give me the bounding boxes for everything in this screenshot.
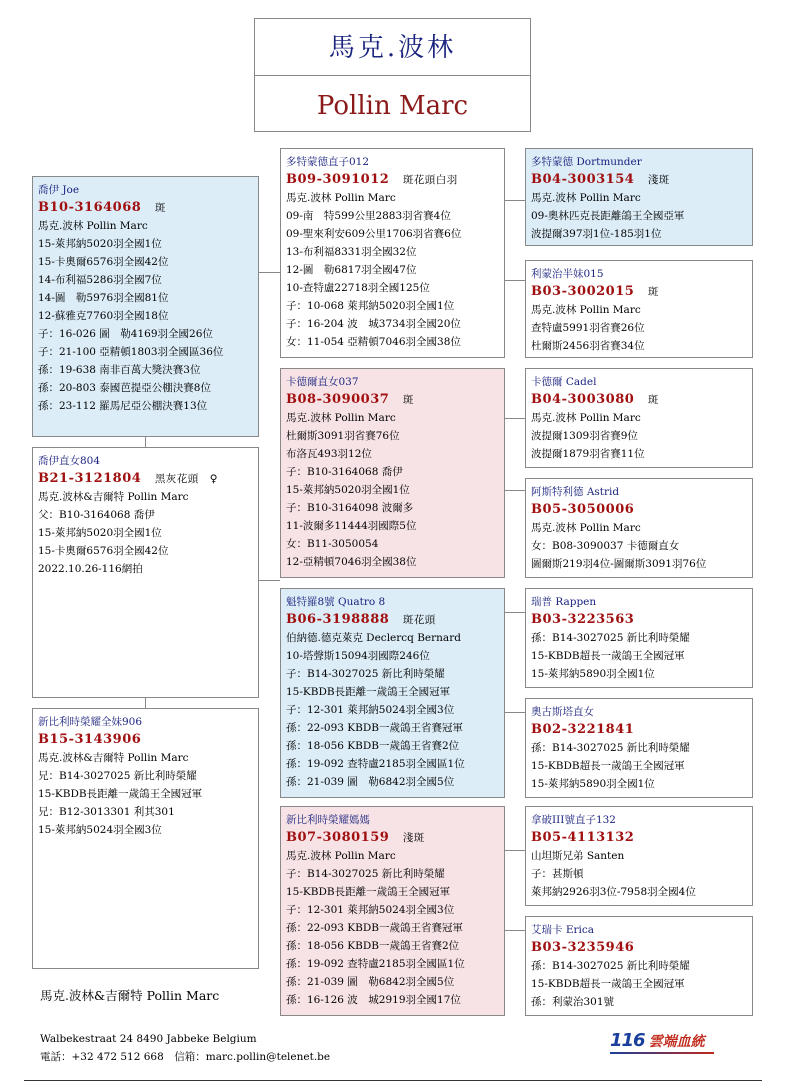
ring-number-row <box>531 939 747 957</box>
pedigree-card-g6 <box>525 698 753 798</box>
detail-line: 子：甚斯頓 <box>531 868 584 880</box>
ring-number: B03-3223563 <box>531 612 635 627</box>
detail-line: 馬克.波林 Pollin Marc <box>286 850 396 862</box>
detail-line: 波提爾1879羽省賽11位 <box>531 448 645 460</box>
pigeon-name: 喬伊直女804 <box>38 455 101 467</box>
ring-number: B10-3164068 <box>38 200 142 215</box>
detail-line: 子：12-301 萊邦納5024羽全國3位 <box>286 904 455 916</box>
pedigree-card-g2 <box>525 260 753 358</box>
detail-line: 子：10-068 萊邦納5020羽全國1位 <box>286 300 455 312</box>
detail-line: 孫：19-092 查特盧2185羽全國區1位 <box>286 758 465 770</box>
pedigree-card-g5 <box>525 588 753 688</box>
detail-line: 15-KBDB超長一歲鴿王全國冠軍 <box>531 650 685 662</box>
detail-line: 孫：22-093 KBDB一歲鴿王省賽冠軍 <box>286 922 463 934</box>
ring-number-row <box>38 731 253 749</box>
ring-number: B04-3003080 <box>531 392 635 407</box>
pedigree-card-g8 <box>525 916 753 1016</box>
owner-line: 馬克.波林&吉爾特 Pollin Marc <box>40 988 220 1003</box>
connector <box>145 698 146 708</box>
detail-line: 15-萊邦納5890羽全國1位 <box>531 668 655 680</box>
pigeon-name: 奧古斯塔直女 <box>531 706 594 718</box>
pedigree-card-dam <box>32 447 259 698</box>
detail-line: 孫：23-112 羅馬尼亞公棚決賽13位 <box>38 400 208 412</box>
detail-line: 馬克.波林 Pollin Marc <box>531 522 641 534</box>
detail-line: 馬克.波林 Pollin Marc <box>531 304 641 316</box>
detail-line: 馬克.波林 Pollin Marc <box>286 412 396 424</box>
detail-line: 14-圖 勒5976羽全國81位 <box>38 292 169 304</box>
detail-line: 15-KBDB長距離一歲鴿王全國冠軍 <box>286 686 451 698</box>
pigeon-name: 卡德爾直女037 <box>286 376 359 388</box>
detail-line: 山坦斯兄弟 Santen <box>531 850 625 862</box>
pigeon-color: 斑 <box>647 394 659 406</box>
detail-line: 馬克.波林 Pollin Marc <box>531 192 641 204</box>
detail-line: 15-卡奧爾6576羽全國42位 <box>38 545 169 557</box>
connector <box>505 712 525 713</box>
pigeon-name: 艾瑞卡 Erica <box>531 924 595 936</box>
ring-number-row <box>531 501 747 519</box>
detail-line: 孫：B14-3027025 新比利時榮耀 <box>531 960 690 972</box>
connector <box>505 850 525 851</box>
pigeon-name: 喬伊 Joe <box>38 184 80 196</box>
ring-number: B08-3090037 <box>286 392 390 407</box>
detail-line: 孫：B14-3027025 新比利時榮耀 <box>531 742 690 754</box>
pigeon-name: 阿斯特利德 Astrid <box>531 486 620 498</box>
detail-line: 15-萊邦納5020羽全國1位 <box>38 238 162 250</box>
detail-line: 馬克.波林&吉爾特 Pollin Marc <box>38 491 189 503</box>
connector <box>505 612 525 613</box>
detail-line: 子：16-026 圖 勒4169羽全國26位 <box>38 328 213 340</box>
detail-line: 孫：16-126 波 城2919羽全國17位 <box>286 994 461 1006</box>
ring-number-row <box>531 611 747 629</box>
detail-line: 10-查特盧22718羽全國125位 <box>286 282 430 294</box>
logo-text: 雲端血統 <box>648 1034 705 1050</box>
detail-line: 15-KBDB超長一歲鴿王全國冠軍 <box>531 978 685 990</box>
detail-line: 09-南 特599公里2883羽省賽4位 <box>286 210 451 222</box>
detail-line: 波提爾397羽1位-185羽1位 <box>531 228 662 240</box>
detail-line: 父：B10-3164068 喬伊 <box>38 509 155 521</box>
owner-name-cn: 馬克.波林 <box>255 19 530 76</box>
detail-line: 查特盧5991羽省賽26位 <box>531 322 645 334</box>
logo-number: 116 <box>610 1030 645 1051</box>
ring-number-row <box>286 391 499 409</box>
detail-line: 馬克.波林 Pollin Marc <box>38 220 148 232</box>
detail-line: 15-KBDB長距離一歲鴿王全國冠軍 <box>286 886 451 898</box>
pedigree-card-sibling <box>32 708 259 969</box>
detail-line: 女：11-054 亞精頓7046羽全國38位 <box>286 336 461 348</box>
detail-line: 子：B14-3027025 新比利時榮耀 <box>286 868 445 880</box>
ring-number-row <box>531 829 747 847</box>
site-logo <box>610 1030 714 1056</box>
detail-line: 杜爾斯2456羽省賽34位 <box>531 340 645 352</box>
ring-number-row <box>286 611 499 629</box>
ring-number-row <box>531 283 747 301</box>
detail-line: 12-圖 勒6817羽全國47位 <box>286 264 417 276</box>
pedigree-card-dam-sire <box>280 588 505 798</box>
detail-line: 10-塔聲斯15094羽國際246位 <box>286 650 430 662</box>
connector <box>505 200 525 201</box>
detail-line: 12-亞精頓7046羽全國38位 <box>286 556 417 568</box>
pedigree-card-g1 <box>525 148 753 246</box>
pigeon-color: 斑 <box>647 286 659 298</box>
pigeon-color: 黑灰花頭 ♀ <box>154 473 218 485</box>
connector <box>258 272 280 273</box>
pigeon-name: 新比利時榮耀媽媽 <box>286 814 370 826</box>
ring-number: B05-4113132 <box>531 830 635 845</box>
detail-line: 子：21-100 亞精頓1803羽全國區36位 <box>38 346 224 358</box>
ring-number-row <box>286 829 499 847</box>
pigeon-name: 利蒙治半妹015 <box>531 268 604 280</box>
ring-number-row <box>286 171 499 189</box>
detail-line: 孫：18-056 KBDB一歲鴿王省賽2位 <box>286 740 460 752</box>
detail-line: 子：B10-3164098 波爾多 <box>286 502 414 514</box>
connector <box>505 418 525 419</box>
pedigree-card-g4 <box>525 478 753 578</box>
ring-number-row <box>531 391 747 409</box>
pigeon-name: 卡德爾 Cadel <box>531 376 597 388</box>
detail-line: 15-萊邦納5890羽全國1位 <box>531 778 655 790</box>
detail-line: 孫：18-056 KBDB一歲鴿王省賽2位 <box>286 940 460 952</box>
connector <box>145 437 146 447</box>
detail-line: 子：B14-3027025 新比利時榮耀 <box>286 668 445 680</box>
pigeon-name: 新比利時榮耀全妹906 <box>38 716 143 728</box>
connector <box>505 930 525 931</box>
pedigree-card-sire-dam <box>280 368 505 578</box>
detail-line: 孫：21-039 圖 勒6842羽全國5位 <box>286 776 455 788</box>
detail-line: 孫：利蒙治301號 <box>531 996 615 1008</box>
detail-line: 子：B10-3164068 喬伊 <box>286 466 403 478</box>
ring-number: B03-3235946 <box>531 940 635 955</box>
ring-number: B04-3003154 <box>531 172 635 187</box>
pedigree-card-subject <box>32 176 259 437</box>
detail-line: 孫：19-092 查特盧2185羽全國區1位 <box>286 958 465 970</box>
ring-number: B09-3091012 <box>286 172 390 187</box>
detail-line: 布洛瓦493羽12位 <box>286 448 372 460</box>
detail-line: 圖爾斯219羽4位-圖爾斯3091羽76位 <box>531 558 707 570</box>
ring-number-row <box>38 470 253 488</box>
pigeon-color: 斑花頭白羽 <box>402 174 458 186</box>
detail-line: 11-波爾多11444羽國際5位 <box>286 520 417 532</box>
detail-line: 伯納德.德克萊克 Declercq Bernard <box>286 632 461 644</box>
detail-line: 兄：B14-3027025 新比利時榮耀 <box>38 770 197 782</box>
detail-line: 2022.10.26-116網拍 <box>38 563 143 575</box>
ring-number: B05-3050006 <box>531 502 635 517</box>
detail-line: 13-布利福8331羽全國32位 <box>286 246 417 258</box>
pigeon-color: 斑 <box>154 202 166 214</box>
ring-number: B21-3121804 <box>38 471 142 486</box>
pedigree-card-g7 <box>525 806 753 906</box>
detail-line: 孫：20-803 泰國芭提亞公棚決賽8位 <box>38 382 211 394</box>
detail-line: 15-萊邦納5020羽全國1位 <box>286 484 410 496</box>
ring-number: B03-3002015 <box>531 284 635 299</box>
detail-line: 馬克.波林 Pollin Marc <box>286 192 396 204</box>
detail-line: 孫：B14-3027025 新比利時榮耀 <box>531 632 690 644</box>
pedigree-card-dam-dam <box>280 806 505 1016</box>
pedigree-card-sire-sire <box>280 148 505 358</box>
detail-line: 孫：22-093 KBDB一歲鴿王省賽冠軍 <box>286 722 463 734</box>
detail-line: 萊邦納2926羽3位-7958羽全國4位 <box>531 886 696 898</box>
pedigree-card-g3 <box>525 368 753 468</box>
ring-number: B02-3221841 <box>531 722 635 737</box>
detail-line: 15-萊邦納5024羽全國3位 <box>38 824 162 836</box>
detail-line: 女：B11-3050054 <box>286 538 379 550</box>
detail-line: 12-蘇雅克7760羽全國18位 <box>38 310 169 322</box>
connector <box>505 280 525 281</box>
pigeon-name: 魁特羅8號 Quatro 8 <box>286 596 386 608</box>
detail-line: 09-聖來利安609公里1706羽省賽6位 <box>286 228 462 240</box>
detail-line: 15-萊邦納5020羽全國1位 <box>38 527 162 539</box>
detail-line: 15-KBDB長距離一歲鴿王全國冠軍 <box>38 788 203 800</box>
pigeon-name: 多特蒙德直子012 <box>286 156 370 168</box>
detail-line: 馬克.波林&吉爾特 Pollin Marc <box>38 752 189 764</box>
detail-line: 孫：21-039 圖 勒6842羽全國5位 <box>286 976 455 988</box>
detail-line: 14-布利福5286羽全國7位 <box>38 274 162 286</box>
detail-line: 杜爾斯3091羽省賽76位 <box>286 430 400 442</box>
pigeon-name: 瑞普 Rappen <box>531 596 597 608</box>
footer-contact: 電話：+32 472 512 668 信箱：marc.pollin@telenet.be <box>40 1051 331 1063</box>
pigeon-name: 多特蒙德 Dortmunder <box>531 156 642 168</box>
pigeon-color: 斑 <box>402 394 414 406</box>
title-box <box>254 18 531 132</box>
ring-number: B15-3143906 <box>38 732 142 747</box>
ring-number-row <box>531 721 747 739</box>
detail-line: 兄：B12-3013301 利其301 <box>38 806 175 818</box>
connector <box>505 490 525 491</box>
ring-number-row <box>38 199 253 217</box>
detail-line: 15-KBDB超長一歲鴿王全國冠軍 <box>531 760 685 772</box>
owner-name-en: Pollin Marc <box>316 91 469 121</box>
pigeon-color: 淺斑 <box>647 174 670 186</box>
detail-line: 子：16-204 波 城3734羽全國20位 <box>286 318 461 330</box>
logo-underline <box>610 1052 714 1054</box>
pigeon-color: 淺斑 <box>402 832 425 844</box>
ring-number-row <box>531 171 747 189</box>
detail-line: 子：12-301 萊邦納5024羽全國3位 <box>286 704 455 716</box>
connector <box>258 580 280 581</box>
detail-line: 15-卡奧爾6576羽全國42位 <box>38 256 169 268</box>
pigeon-name: 拿破III號直子132 <box>531 814 616 826</box>
pigeon-color: 斑花頭 <box>402 614 436 626</box>
detail-line: 波提爾1309羽省賽9位 <box>531 430 638 442</box>
detail-line: 馬克.波林 Pollin Marc <box>531 412 641 424</box>
detail-line: 女：B08-3090037 卡德爾直女 <box>531 540 680 552</box>
bottom-divider <box>24 1080 762 1081</box>
ring-number: B06-3198888 <box>286 612 390 627</box>
ring-number: B07-3080159 <box>286 830 390 845</box>
detail-line: 09-奧林匹克長距離鴿王全國亞軍 <box>531 210 685 222</box>
footer-address: Walbekestraat 24 8490 Jabbeke Belgium <box>40 1033 257 1045</box>
detail-line: 孫：19-638 南非百萬大獎決賽3位 <box>38 364 201 376</box>
